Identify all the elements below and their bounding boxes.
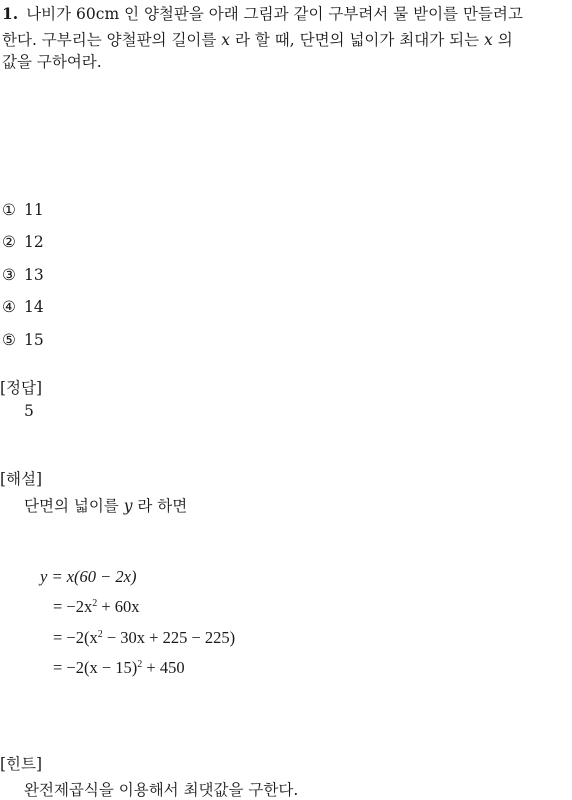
eq2-b: + 60x [97, 597, 140, 616]
question-line-3: 값을 구하여라. [2, 53, 102, 71]
solution-intro [24, 494, 187, 516]
hint-text: 완전제곱식을 이용해서 최댓값을 구한다. [24, 781, 299, 799]
answer-value: 5 [24, 402, 34, 420]
option-5-mark: ⑤ [2, 331, 16, 349]
eq3-b: − 30x + 225 − 225) [102, 628, 236, 647]
option-4[interactable] [2, 298, 44, 316]
eq3-exp: 2 [97, 629, 103, 640]
eq4-a: = −2(x − 15) [53, 658, 138, 677]
solution-intro-b: 라 하면 [137, 497, 188, 515]
option-2[interactable] [2, 233, 44, 251]
eq4-b: + 450 [142, 658, 185, 677]
option-3[interactable] [2, 266, 44, 284]
option-1-value: 11 [24, 201, 44, 219]
solution-var-y: y [123, 497, 133, 515]
question-number: 1. [2, 4, 19, 23]
answer-label: [정답] [0, 379, 43, 397]
option-3-mark: ③ [2, 266, 16, 284]
option-2-value: 12 [24, 233, 44, 251]
question-text-1: 나비가 60cm 인 양철판을 아래 그림과 같이 구부려서 물 받이를 만들려고 [26, 5, 523, 23]
hint-label: [힌트] [0, 755, 43, 773]
question-text-2b: 라 할 때, 단면의 넓이가 최대가 되는 [234, 31, 480, 49]
option-4-mark: ④ [2, 298, 16, 316]
eq2-exp: 2 [92, 598, 98, 609]
option-3-value: 13 [24, 266, 44, 284]
equation-line-1: y = x(60 − 2x) [40, 567, 137, 586]
question-var-x: x [221, 31, 231, 49]
equation-line-4 [53, 658, 185, 678]
eq2-a: = −2x [53, 597, 93, 616]
option-5[interactable] [2, 331, 44, 349]
equation-line-3 [53, 628, 235, 648]
option-5-value: 15 [24, 331, 44, 349]
option-2-mark: ② [2, 233, 16, 251]
question-line-2 [2, 28, 513, 50]
question-text-2a: 한다. 구부리는 양철판의 길이를 [2, 31, 217, 49]
question-line-1 [2, 2, 523, 24]
option-1-mark: ① [2, 201, 16, 219]
option-1[interactable] [2, 201, 44, 219]
eq4-exp: 2 [137, 659, 143, 670]
question-text-2c: 의 [497, 31, 513, 49]
solution-intro-a: 단면의 넓이를 [24, 497, 119, 515]
eq3-a: = −2(x [53, 628, 98, 647]
question-var-x-2: x [484, 31, 493, 49]
solution-label: [해설] [0, 470, 43, 488]
equation-line-2 [53, 597, 140, 617]
option-4-value: 14 [24, 298, 44, 316]
